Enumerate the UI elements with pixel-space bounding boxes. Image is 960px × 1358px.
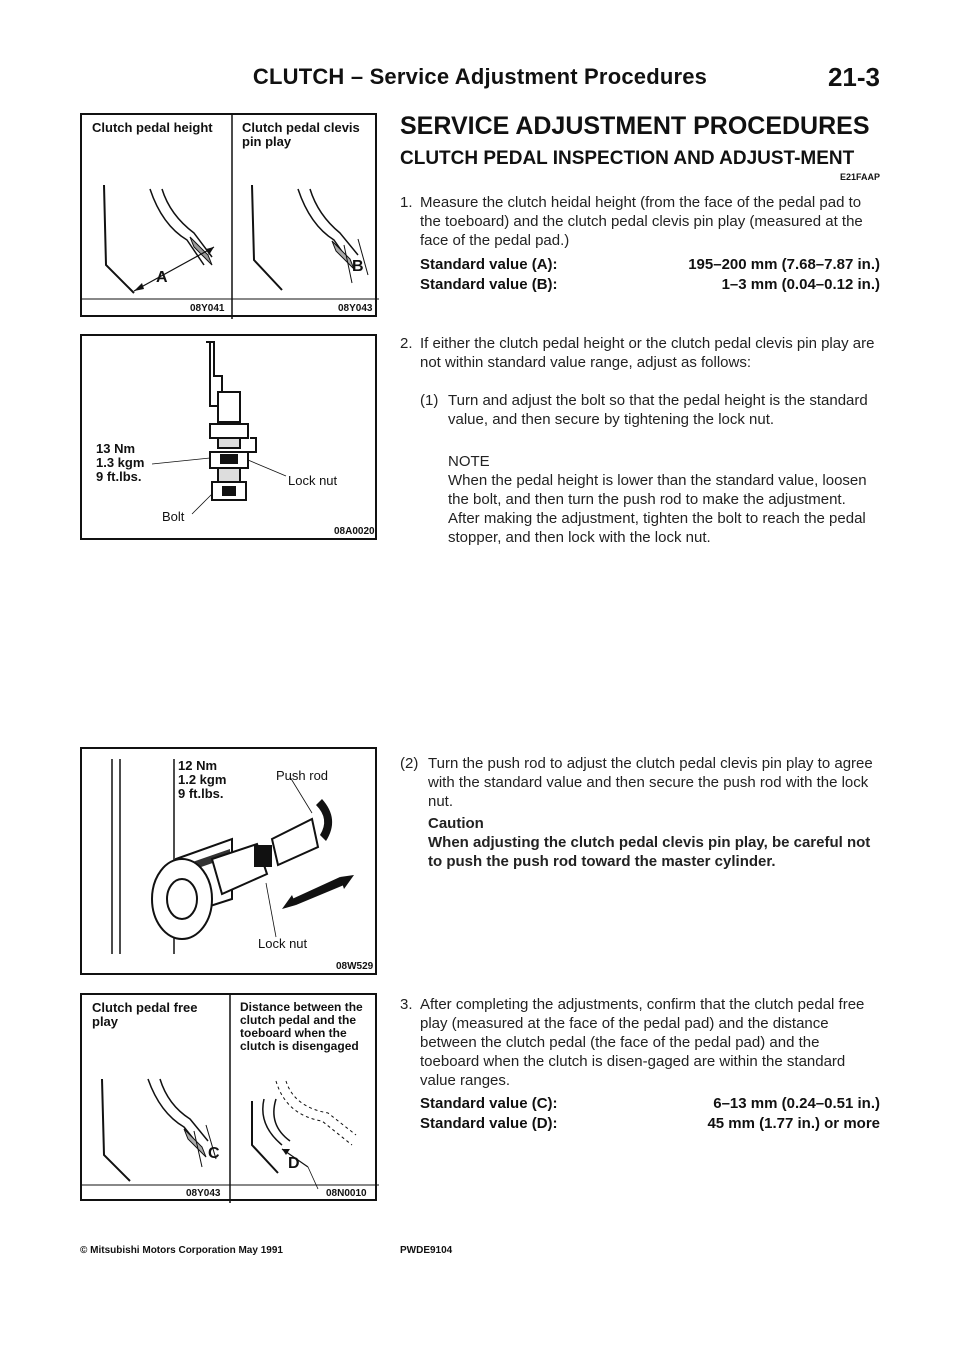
standard-value-a-value: 195–200 mm (7.68–7.87 in.)	[688, 256, 880, 273]
step-2-text: If either the clutch pedal height or the clutch pedal clevis pin play are not within standard value range, adjust as follows:	[420, 335, 875, 371]
bolt-label: Bolt	[162, 509, 185, 524]
figure-bolt-drawing	[82, 336, 379, 542]
standard-value-b-value: 1–3 mm (0.04–0.12 in.)	[721, 276, 880, 293]
torque-nm-label: 12 Nm	[178, 758, 218, 773]
section-title: SERVICE ADJUSTMENT PROCEDURES	[400, 112, 870, 140]
copyright-footer: © Mitsubishi Motors Corporation May 1991	[80, 1245, 283, 1256]
figure-code-08a0020: 08A0020	[334, 526, 375, 537]
torque-kgm-label: 1.3 kgm	[96, 455, 145, 470]
step-2-sub-1-number: (1)	[420, 392, 439, 409]
standard-value-c	[420, 1094, 880, 1113]
page-header-title: CLUTCH – Service Adjustment Procedures	[252, 64, 708, 89]
figure-code-08n0010: 08N0010	[326, 1188, 367, 1199]
standard-value-b	[420, 275, 880, 294]
letter-b: B	[352, 258, 364, 275]
note-block	[400, 452, 880, 547]
standard-value-d	[420, 1114, 880, 1133]
figure-code-08y043: 08Y043	[186, 1188, 221, 1199]
torque-kgm-label: 1.2 kgm	[178, 772, 227, 787]
standard-value-d-label: Standard value (D):	[420, 1115, 558, 1132]
torque-nm-label: 13 Nm	[96, 441, 136, 456]
letter-c: C	[208, 1145, 220, 1162]
free-play-label: Clutch pedal free play	[92, 1000, 198, 1029]
step-2-sub-2-text: Turn the push rod to adjust the clutch pedal clevis pin play to agree with the standard value and then secure the push rod with the lock nut.	[428, 755, 873, 810]
figure-free-play-distance	[80, 993, 377, 1201]
page-number: 21-3	[827, 62, 880, 92]
reference-code: E21FAAP	[839, 172, 880, 182]
note-heading: NOTE	[448, 453, 490, 470]
disengaged-distance-label: Distance between the clutch pedal and the toeboard when the clutch is disengaged	[240, 1000, 363, 1053]
caution-block	[400, 814, 880, 871]
standard-value-c-value: 6–13 mm (0.24–0.51 in.)	[713, 1095, 880, 1112]
figure-pedal-height-clevis	[80, 113, 377, 317]
step-2-number: 2.	[400, 335, 413, 352]
push-rod-label: Push rod	[276, 768, 329, 783]
standard-value-c-label: Standard value (C):	[420, 1095, 558, 1112]
clevis-pin-play-label: Clutch pedal clevis pin play	[242, 120, 360, 149]
lock-nut-label: Lock nut	[258, 936, 308, 951]
pedal-height-label: Clutch pedal height	[92, 120, 213, 135]
torque-ftlbs-label: 9 ft.lbs.	[96, 469, 142, 484]
step-2-sub-2-number: (2)	[400, 755, 419, 772]
standard-value-a	[420, 255, 880, 274]
figure-code-08y041: 08Y041	[190, 303, 225, 314]
lock-nut-label: Lock nut	[288, 473, 338, 488]
torque-ftlbs-label: 9 ft.lbs.	[178, 786, 224, 801]
standard-value-a-label: Standard value (A):	[420, 256, 558, 273]
caution-text: When adjusting the clutch pedal clevis pin play, be careful not to push the push rod toward the master cylinder.	[428, 834, 871, 870]
note-text: When the pedal height is lower than the standard value, loosen the bolt, and then turn the push rod to make the adjustment. After making the adjustment, tighten the bolt to reach the pedal stopper, and then lock with the lock nut.	[448, 472, 867, 546]
figure-code-08w529: 08W529	[336, 961, 374, 972]
figure-bolt-lock-nut	[80, 334, 377, 540]
standard-value-b-label: Standard value (B):	[420, 276, 558, 293]
section-subtitle: CLUTCH PEDAL INSPECTION AND ADJUST-MENT	[400, 148, 855, 169]
figure-push-rod	[80, 747, 377, 975]
step-1	[400, 193, 880, 250]
step-2	[400, 334, 880, 372]
caution-heading: Caution	[428, 815, 484, 832]
step-2-sub-2	[400, 754, 880, 811]
step-1-number: 1.	[400, 194, 413, 211]
letter-a: A	[156, 269, 168, 286]
step-2-sub-1-text: Turn and adjust the bolt so that the pedal height is the standard value, and then secure by tightening the lock nut.	[448, 392, 868, 428]
standard-value-d-value: 45 mm (1.77 in.) or more	[707, 1115, 880, 1132]
document-code-footer: PWDE9104	[400, 1245, 453, 1256]
letter-d: D	[288, 1155, 300, 1172]
step-3-number: 3.	[400, 996, 413, 1013]
figure-push-rod-drawing	[82, 749, 379, 977]
step-3-text: After completing the adjustments, confirm that the clutch pedal free play (measured at the face of the pedal pad) and the distance between the clutch pedal (the face of the pedal pad) and the toeboard when the clutch is disen-gaged are within the standard value ranges.	[420, 996, 865, 1089]
step-3	[400, 995, 880, 1090]
step-1-text: Measure the clutch heidal height (from the face of the pedal pad to the toeboard) and the clutch pedal clevis pin play (measured at the face of the pedal pad.)	[420, 194, 863, 249]
figure-code-08y043: 08Y043	[338, 303, 373, 314]
step-2-sub-1	[400, 391, 880, 429]
